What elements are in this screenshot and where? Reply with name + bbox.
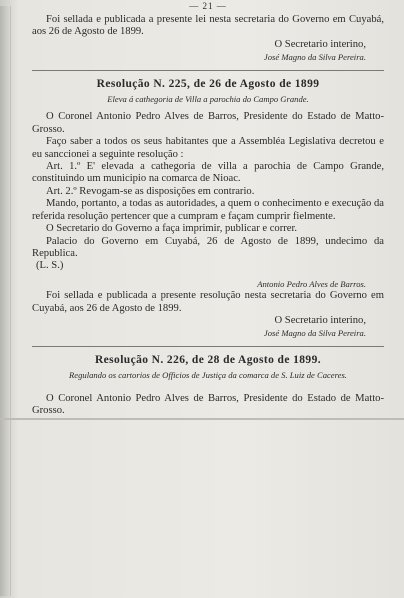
resolution-225-signer: Antonio Pedro Alves de Barros.: [257, 278, 366, 289]
resolution-225-mando: Mando, portanto, a todas as autoridades, a quem o conhecimento e execução da referida resolução pertencer que a cumpram e façam cumprir fielmente.: [32, 198, 384, 222]
resolution-225-art2: Art. 2.º Revogam-se as disposições em contrario.: [46, 185, 255, 197]
resolution-225-palacio: Palacio do Governo em Cuyabá, 26 de Agosto de 1899, undecimo da Republica.: [32, 235, 384, 259]
page-fold-shadow: [0, 6, 11, 596]
resolution-225-secretario: O Secretario do Governo a faça imprimir, publicar e correr.: [46, 223, 298, 235]
resolution-225-art1: Art. 1.º E' elevada a cathegoria de villa a parochia de Campo Grande, constituindo um municipio na comarca de Nioac.: [32, 161, 384, 185]
resolution-226-subtitle: Regulando os cartorios de Officios de Justiça da comarca de S. Luiz de Caceres.: [69, 370, 347, 381]
resolution-226-intro: O Coronel Antonio Pedro Alves de Barros, Presidente do Estado de Matto-Grosso.: [32, 392, 384, 416]
resolution-225-decree: Faço saber a todos os seus habitantes que a Assembléa Legislativa decretou e eu sanccionei a seguinte resolução :: [32, 136, 384, 160]
resolution-225-intro: O Coronel Antonio Pedro Alves de Barros, Presidente do Estado de Matto-Grosso.: [32, 111, 384, 135]
resolution-225-subtitle: Eleva á cathegoria de Villa a parochia do Campo Grande.: [107, 94, 309, 105]
resolution-225-secretary-name: José Magno da Silva Pereira.: [263, 328, 366, 339]
page-content: [32, 0, 384, 417]
top-publication-note: Foi sellada e publicada a presente lei nesta secretaria do Governo em Cuyabá, aos 26 de Agosto de 1899.: [32, 14, 384, 38]
resolution-225-secretary-title: O Secretario interino,: [274, 314, 366, 326]
resolution-226-heading: Resolução N. 226, de 28 de Agosto de 1899.: [94, 353, 322, 366]
page-number: — 21 —: [189, 1, 227, 11]
section-divider-2: [32, 346, 384, 347]
section-divider: [32, 70, 384, 71]
top-secretary-name: José Magno da Silva Pereira.: [263, 52, 366, 63]
resolution-225-heading: Resolução N. 225, de 26 de Agosto de 1899: [96, 77, 320, 90]
resolution-225-publication-note: Foi sellada e publicada a presente resolução nesta secretaria do Governo em Cuyabá, aos 26 de Agosto de 1899.: [32, 290, 384, 314]
resolution-225-seal: (L. S.): [36, 260, 64, 272]
top-secretary-title: O Secretario interino,: [274, 38, 366, 50]
page-crease: [0, 418, 404, 420]
